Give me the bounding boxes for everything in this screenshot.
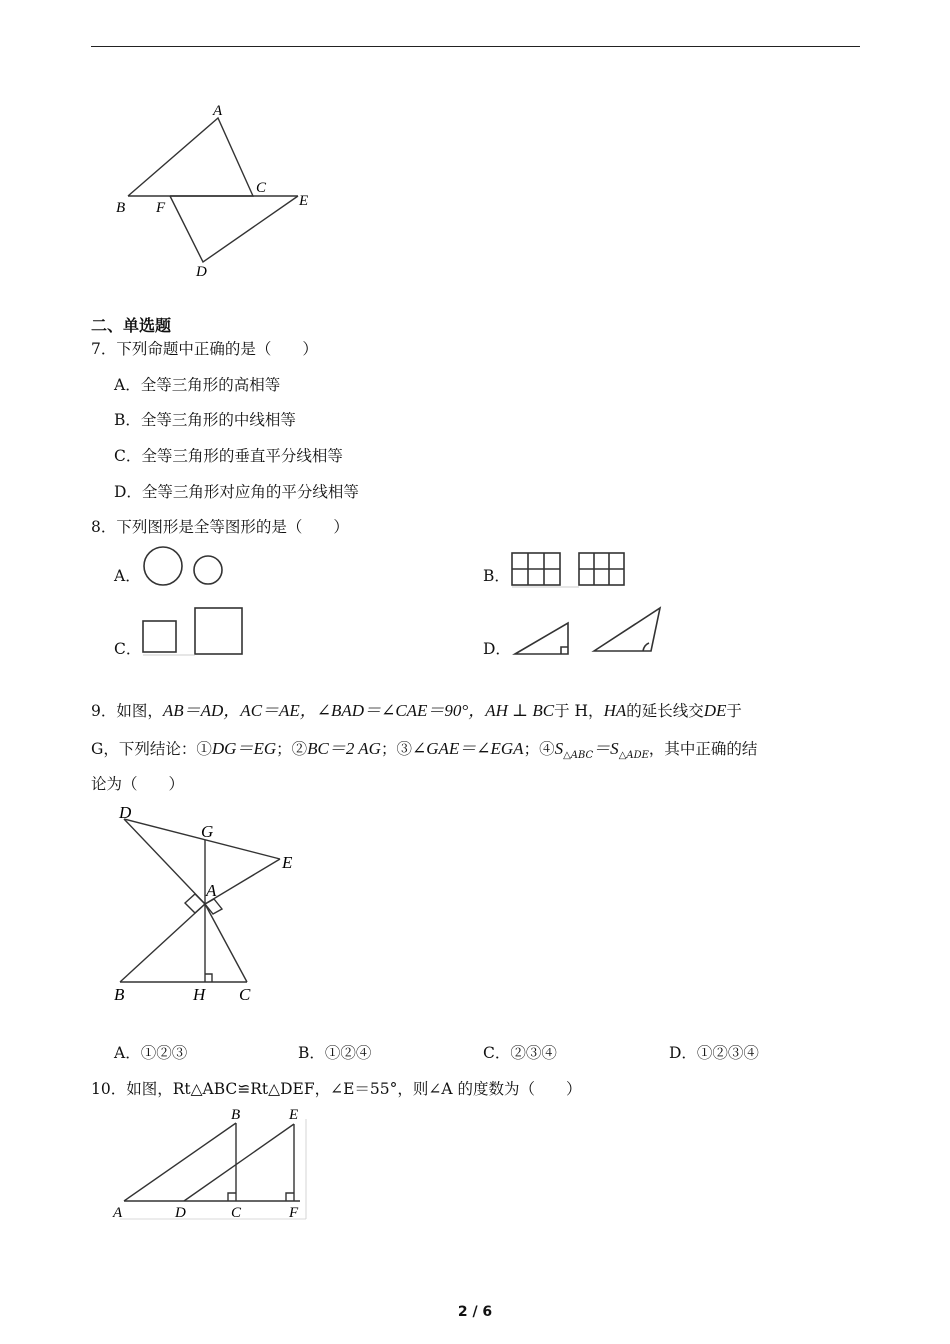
q9-label-D: D [119,803,132,822]
q7-option-d: D．全等三角形对应角的平分线相等 [114,483,359,501]
q9-text-at: 于 [726,702,742,720]
q10-label-B: B [231,1107,241,1123]
q9-label-E: E [282,853,293,872]
q7-option-c: C．全等三角形的垂直平分线相等 [114,447,343,465]
q9-line3: 论为（ ） [91,775,185,793]
q10-label-F: F [289,1205,299,1221]
q9-l2-m3: ∠GAE＝∠EGA [411,739,524,758]
q7-stem: 7．下列命题中正确的是（ ） [91,340,318,358]
label-F: F [156,200,166,216]
q9-label-G: G [201,822,214,841]
q8-option-b-label: B． [483,567,510,585]
q9-text-foot-h: 于 H， [554,702,604,720]
q10-label-E: E [289,1107,299,1123]
q9-l2-t3: ；④ [523,740,555,758]
q9-l2-t1: ；② [276,740,308,758]
q8-option-c-label: C． [114,640,142,658]
q8-option-a-label: A． [114,567,141,585]
q9-l2-eq: ＝S [593,739,619,758]
q9-option-d: D．①②③④ [669,1044,759,1062]
page-number: 2 / 6 [457,1304,493,1320]
q10-label-D: D [175,1205,186,1221]
q9-l2-s: S [554,739,564,758]
section-title: 二、单选题 [91,316,172,335]
q9-label-B: B [114,985,125,1004]
q9-num: 9．如图， [91,702,163,720]
q7-option-b: B．全等三角形的中线相等 [114,411,296,429]
q9-label-H: H [193,985,206,1004]
q9-label-C: C [239,985,251,1004]
label-A: A [213,103,223,119]
q9-math-ha: HA [603,701,627,720]
q9-text-extension: 的延长线交 [626,702,704,720]
q9-l2-m2: BC＝2 AG [307,739,381,758]
q10-label-C: C [231,1205,242,1221]
q9-label-A: A [206,881,217,900]
q10-label-A: A [113,1205,123,1221]
label-D: D [196,264,207,280]
q7-option-a: A．全等三角形的高相等 [114,376,281,394]
q9-option-b: B．①②④ [298,1044,372,1062]
q9-math-de: DE [703,701,727,720]
q9-option-c: C．②③④ [483,1044,557,1062]
label-E: E [299,193,309,209]
q9-l2-m1: DG＝EG [211,739,277,758]
q9-l2-sub2: △ADE [618,750,649,761]
q10-stem: 10．如图，Rt△ABC≌Rt△DEF，∠E＝55°，则∠A 的度数为（ ） [91,1080,582,1098]
q9-l2-pre: G，下列结论：① [91,740,212,758]
label-B: B [116,200,126,216]
q9-l2-t2: ；③ [380,740,412,758]
q8-stem: 8．下列图形是全等图形的是（ ） [91,518,349,536]
q9-option-a: A．①②③ [114,1044,188,1062]
q9-l2-sub1: △ABC [563,750,594,761]
q9-l2-t4: ，其中正确的结 [648,740,758,758]
label-C: C [256,180,267,196]
q9-math-conditions: AB＝AD，AC＝AE，∠BAD＝∠CAE＝90°，AH ⊥ BC [162,701,555,720]
q8-option-d-label: D． [483,640,511,658]
